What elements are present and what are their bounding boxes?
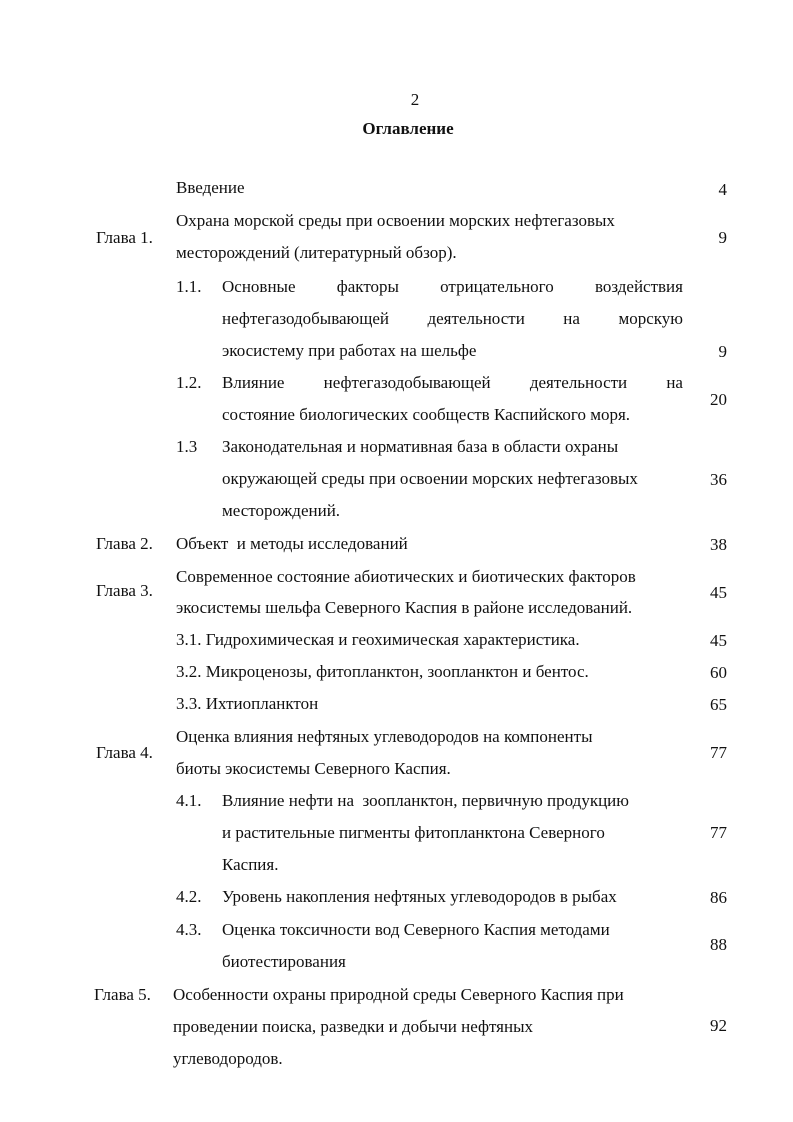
chapter-label: Глава 1. [96,228,153,247]
entry-page: 9 [718,228,727,247]
entry-text-line: экосистемы шельфа Северного Каспия в районе исследований. [176,598,633,617]
chapter-label: Глава 5. [94,985,151,1004]
section-number: 1.3 [176,437,198,456]
word: деятельности [529,373,628,392]
entry-page: 45 [710,631,727,650]
chapter-label: Глава 3. [96,581,153,600]
entry-page: 60 [710,663,727,682]
entry-text-line: Особенности охраны природной среды Северного Каспия при [173,985,624,1004]
entry-page: 36 [710,470,727,489]
page-title: Оглавление [362,119,454,138]
entry-text-line: и растительные пигменты фитопланктона Северного [222,823,605,842]
entry-text: Уровень накопления нефтяных углеводородов в рыбах [222,887,617,906]
word: нефтегазодобывающей [222,309,389,328]
entry-text: Введение [176,178,245,197]
entry-text-line [222,309,683,329]
chapter-label: Глава 4. [96,743,153,762]
entry-page: 38 [710,535,727,554]
entry-text: 3.3. Ихтиопланктон [176,694,319,713]
entry-text-line: Законодательная и нормативная база в области охраны [222,437,619,456]
entry-text-line: месторождений. [222,501,341,520]
word: на [666,373,683,392]
entry-text-line: Охрана морской среды при освоении морских нефтегазовых [176,211,615,230]
word: морскую [618,309,683,328]
entry-text-line: месторождений (литературный обзор). [176,243,457,262]
entry-page: 92 [710,1016,727,1035]
word: нефтегазодобывающей [323,373,491,392]
entry-text-line: Оценка токсичности вод Северного Каспия методами [222,920,610,939]
entry-text-line: углеводородов. [173,1049,283,1068]
entry-text-line: Оценка влияния нефтяных углеводородов на компоненты [176,727,593,746]
entry-page: 20 [710,390,727,409]
entry-text: 3.1. Гидрохимическая и геохимическая характеристика. [176,630,580,649]
entry-page: 9 [718,342,727,361]
entry-text: Объект и методы исследований [176,534,408,553]
entry-text-line: Каспия. [222,855,279,874]
section-number: 4.2. [176,887,202,906]
word: Основные [222,277,296,296]
entry-page: 77 [710,743,727,762]
section-number: 1.1. [176,277,202,296]
entry-page: 77 [710,823,727,842]
word: Влияние [222,373,285,392]
entry-text: 3.2. Микроценозы, фитопланктон, зоопланктон и бентос. [176,662,589,681]
section-number: 1.2. [176,373,202,392]
entry-page: 65 [710,695,727,714]
word: воздействия [594,277,683,296]
section-number: 4.3. [176,920,202,939]
entry-page: 4 [718,180,727,199]
word: факторы [336,277,399,296]
word: отрицательного [440,277,554,296]
entry-page: 45 [710,583,727,602]
entry-text-line: биотестирования [222,952,346,971]
chapter-label: Глава 2. [96,534,153,553]
entry-text-line: состояние биологических сообществ Каспийского моря. [222,405,631,424]
entry-text-line: Влияние нефти на зоопланктон, первичную продукцию [222,791,629,810]
word: деятельности [427,309,525,328]
word: на [563,309,580,328]
entry-text-line [222,373,683,393]
entry-page: 88 [710,935,727,954]
entry-text-line: проведении поиска, разведки и добычи нефтяных [173,1017,534,1036]
entry-text-line [222,277,683,297]
entry-text-line: экосистему при работах на шельфе [222,341,477,360]
section-number: 4.1. [176,791,202,810]
entry-text-line: биоты экосистемы Северного Каспия. [176,759,451,778]
page-number: 2 [410,90,420,109]
entry-text-line: окружающей среды при освоении морских нефтегазовых [222,469,638,488]
entry-page: 86 [710,888,727,907]
entry-text-line: Современное состояние абиотических и биотических факторов [176,567,636,586]
